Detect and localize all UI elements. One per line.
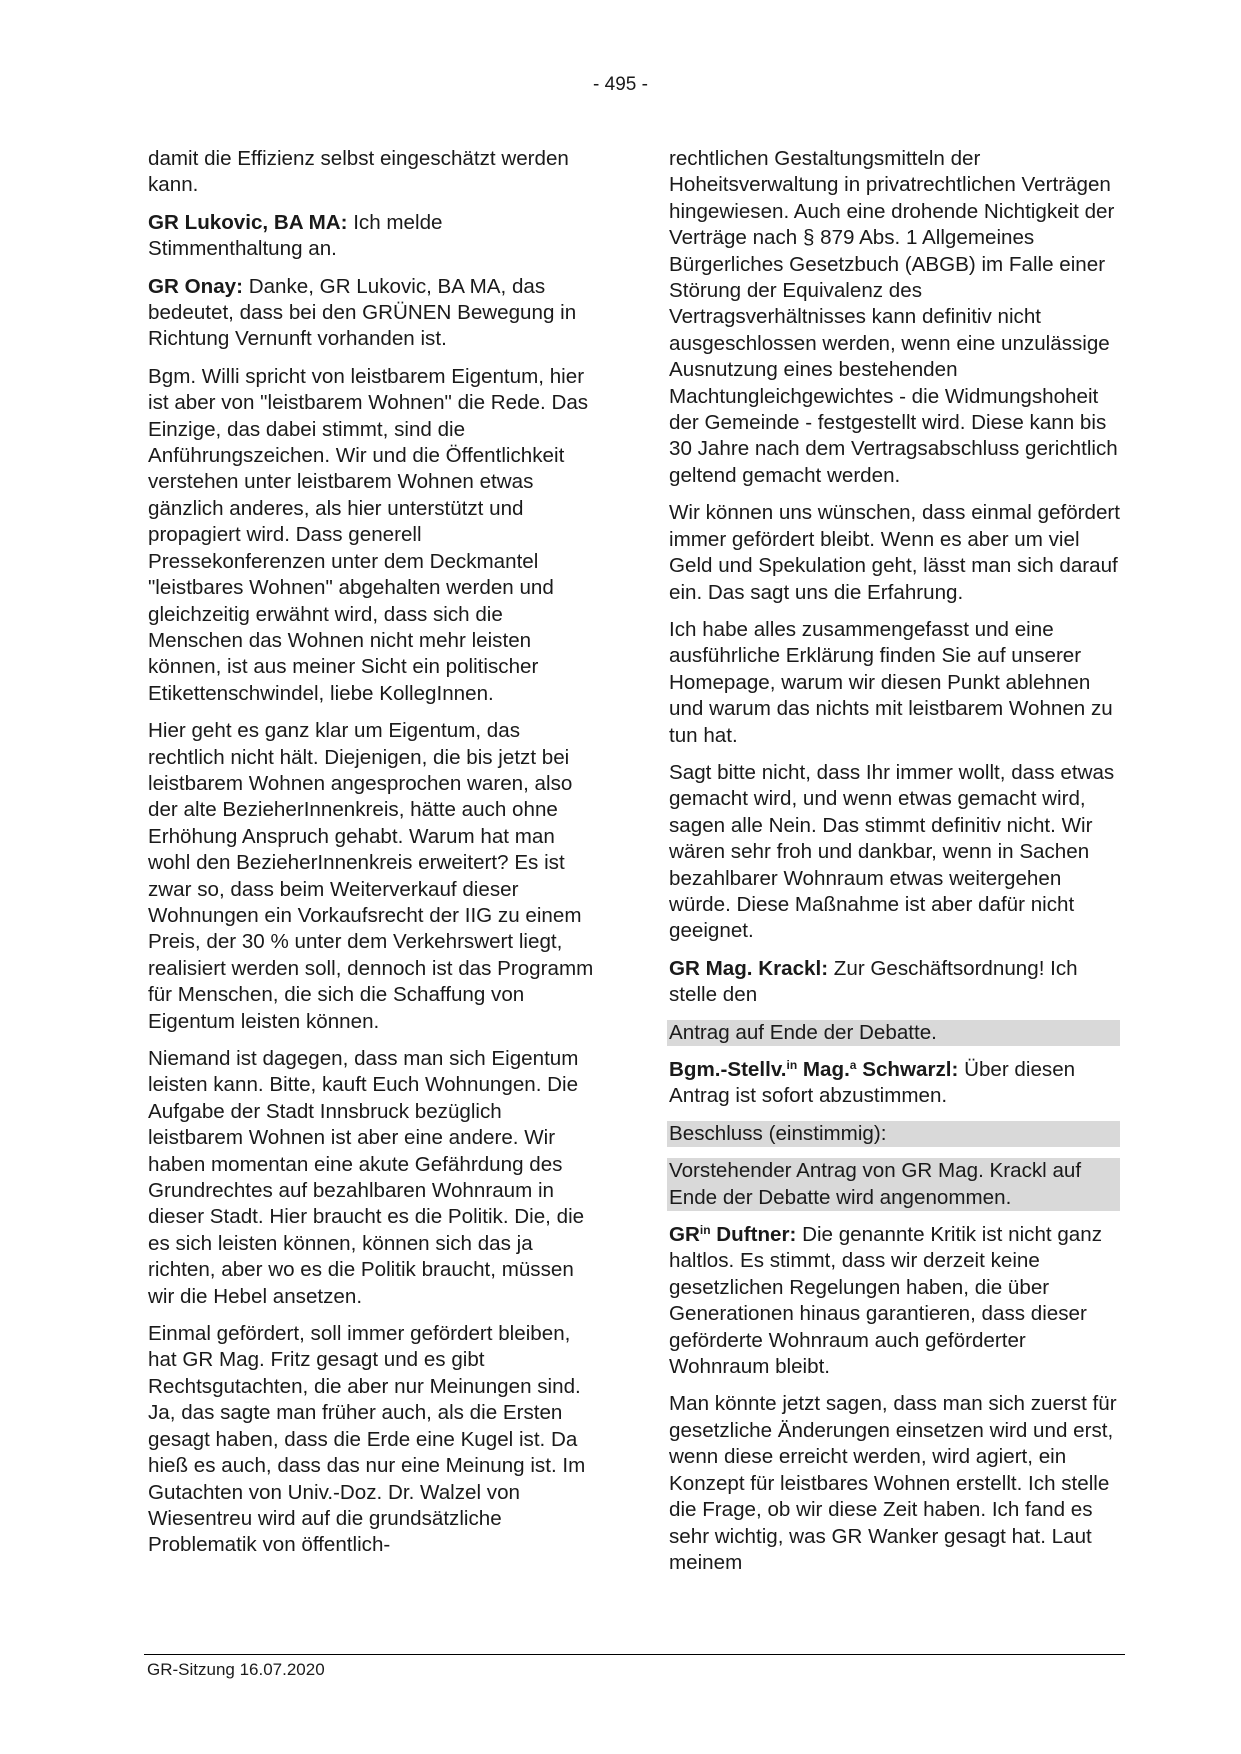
speaker-name: GR Onay: (148, 274, 243, 298)
left-column (148, 146, 601, 1570)
paragraph: Man könnte jetzt sagen, dass man sich zuerst für gesetzliche Änderungen einsetzen wird und erst, wenn diese erreicht werden, wird agiert, ein Konzept für leistbares Wohnen erstellt. Ich stelle die Frage, ob wir diese Zeit haben. Ich fand es sehr wichtig, was GR Wanker gesagt hat. Laut meinem (669, 1392, 1117, 1574)
paragraph (148, 1321, 601, 1559)
paragraph: Wir können uns wünschen, dass einmal gefördert immer gefördert bleibt. Wenn es aber um viel Geld und Spekulation geht, lässt man sich darauf ein. Das sagt uns die Erfahrung. (669, 501, 1121, 604)
speaker-name: $GR^{in}$ Duftner: (669, 1223, 797, 1247)
footer-divider (144, 1654, 1125, 1655)
paragraph-text: Ich melde Stimmenthaltung an. (148, 210, 443, 261)
paragraph: Sagt bitte nicht, dass Ihr immer wollt, dass etwas gemacht wird, und wenn etwas gemacht wird, sagen alle Nein. Das stimmt definitiv nicht. Wir wären sehr froh und dankbar, wenn in Sachen bezahlbarer Wohnraum etwas weitergehen würde. Diese Maßnahme ist aber dafür nicht geeignet. (669, 760, 1115, 943)
paragraph (669, 956, 1122, 1009)
paragraph-text: damit die Effizienz selbst eingeschätzt werden kann. (148, 147, 569, 197)
paragraph (148, 274, 601, 353)
footer-text: GR-Sitzung 16.07.2020 (147, 1660, 325, 1679)
speaker-name: GR Mag. Krackl: (669, 956, 829, 980)
paragraph-text: Niemand ist dagegen, dass man sich Eigentum leisten kann. Bitte, kauft Euch Wohnungen. Die Aufgabe der Stadt Innsbruck bezüglich leistbarem Wohnen ist aber eine andere. Wir haben momentan eine akute Gefährdung des Grundrechtes auf bezahlbaren Wohnraum in dieser Stadt. Hier braucht es die Politik. Die, die es sich leisten können, können sich das ja richten, aber wo es die Politik braucht, müssen wir die Hebel ansetzen. (148, 1047, 585, 1308)
paragraph-text: Die genannte Kritik ist nicht ganz haltlos. Es stimmt, dass wir derzeit keine gesetzlichen Regelungen haben, die über Generationen hinaus garantieren, dass dieser geförderte Wohnraum auch geförderter Wohnraum bleibt. (669, 1223, 1102, 1379)
paragraph (148, 210, 601, 263)
resolution-text: Vorstehender Antrag von GR Mag. Krackl auf Ende der Debatte wird angenommen. (667, 1158, 1120, 1211)
paragraph-text: Über diesen Antrag ist sofort abzustimmen. (669, 1058, 1076, 1108)
paragraph-text: Bgm. Willi spricht von leistbarem Eigentum, hier ist aber von "leistbarem Wohnen" die Rede. Das Einzige, das dabei stimmt, sind die Anführungszeichen. Wir und die Öffentlichkeit verstehen unter leistbarem Wohnen etwas gänzlich anderes, als hier unterstützt und propagiert wird. Dass generell Pressekonferenzen unter dem Deckmantel "leistbares Wohnen" abgehalten werden und gleichzeitig erwähnt wird, dass sich die Menschen das Wohnen nicht mehr leisten können, ist aus meiner Sicht ein politischer Etikettenschwindel, liebe KollegInnen. (148, 364, 589, 705)
paragraph-text: Danke, GR Lukovic, BA MA, das bedeutet, dass bei den GRÜNEN Bewegung in Richtung Vernunft vorhanden ist. (148, 274, 577, 351)
paragraph: rechtlichen Gestaltungsmitteln der Hoheitsverwaltung in privatrechtlichen Verträgen hingewiesen. Auch eine drohende Nichtigkeit der Verträge nach § 879 Abs. 1 Allgemeines Bürgerliches Gesetzbuch (ABGB) im Falle einer Störung der Equivalenz des Vertragsverhältnisses kann definitiv nicht ausgeschlossen werden, wenn eine unzulässige Ausnutzung eines bestehenden Machtungleichgewichtes - die Widmungshoheit der Gemeinde - festgestellt wird. Diese kann bis 30 Jahre nach dem Vertragsabschluss gerichtlich geltend gemacht werden. (669, 147, 1118, 487)
resolution-heading: Beschluss (einstimmig): (667, 1121, 1120, 1147)
right-column (669, 146, 1122, 1587)
speaker-name: GR Lukovic, BA MA: (148, 210, 348, 234)
paragraph-text: Hier geht es ganz klar um Eigentum, das rechtlich nicht hält. Diejenigen, die bis jetzt bei leistbarem Wohnen angesprochen waren, also der alte BezieherInnenkreis, hätte auch ohne Erhöhung Anspruch gehabt. Warum hat man wohl den BezieherInnenkreis erweitert? Es ist zwar so, dass beim Weiterverkauf dieser Wohnungen ein Vorkaufsrecht der IIG zu einem Preis, der 30 % unter dem Verkehrswert liegt, realisiert werden soll, dennoch ist das Programm für Menschen, die sich die Schaffung von Eigentum leisten können. (148, 719, 594, 1033)
page-number: - 495 - (593, 74, 648, 95)
paragraph (148, 718, 601, 1035)
motion-box: Antrag auf Ende der Debatte. (667, 1020, 1120, 1046)
speaker-name: Bgm.-Stellv.$^{in}$ Mag.$^a$ Schwarzl: (669, 1058, 959, 1081)
paragraph-text: Einmal gefördert, soll immer gefördert bleiben, hat GR Mag. Fritz gesagt und es gibt Rechtsgutachten, die aber nur Meinungen sind. Ja, das sagte man früher auch, als die Ersten gesagt haben, dass die Erde eine Kugel ist. Da hieß es auch, dass das nur eine Meinung ist. Im Gutachten von Univ.-Doz. Dr. Walzel von Wiesentreu wird auf die grundsätzliche Problematik von öffentlich- (148, 1322, 586, 1557)
paragraph (148, 146, 601, 199)
paragraph: Ich habe alles zusammengefasst und eine ausführliche Erklärung finden Sie auf unserer Homepage, warum wir diesen Punkt ablehnen und warum das nichts mit leistbarem Wohnen zu tun hat. (669, 617, 1113, 747)
paragraph (669, 1057, 1122, 1110)
paragraph (148, 1046, 601, 1310)
paragraph (669, 1222, 1122, 1380)
paragraph (148, 364, 601, 707)
paragraph-text: Zur Geschäftsordnung! Ich stelle den (669, 956, 1078, 1007)
